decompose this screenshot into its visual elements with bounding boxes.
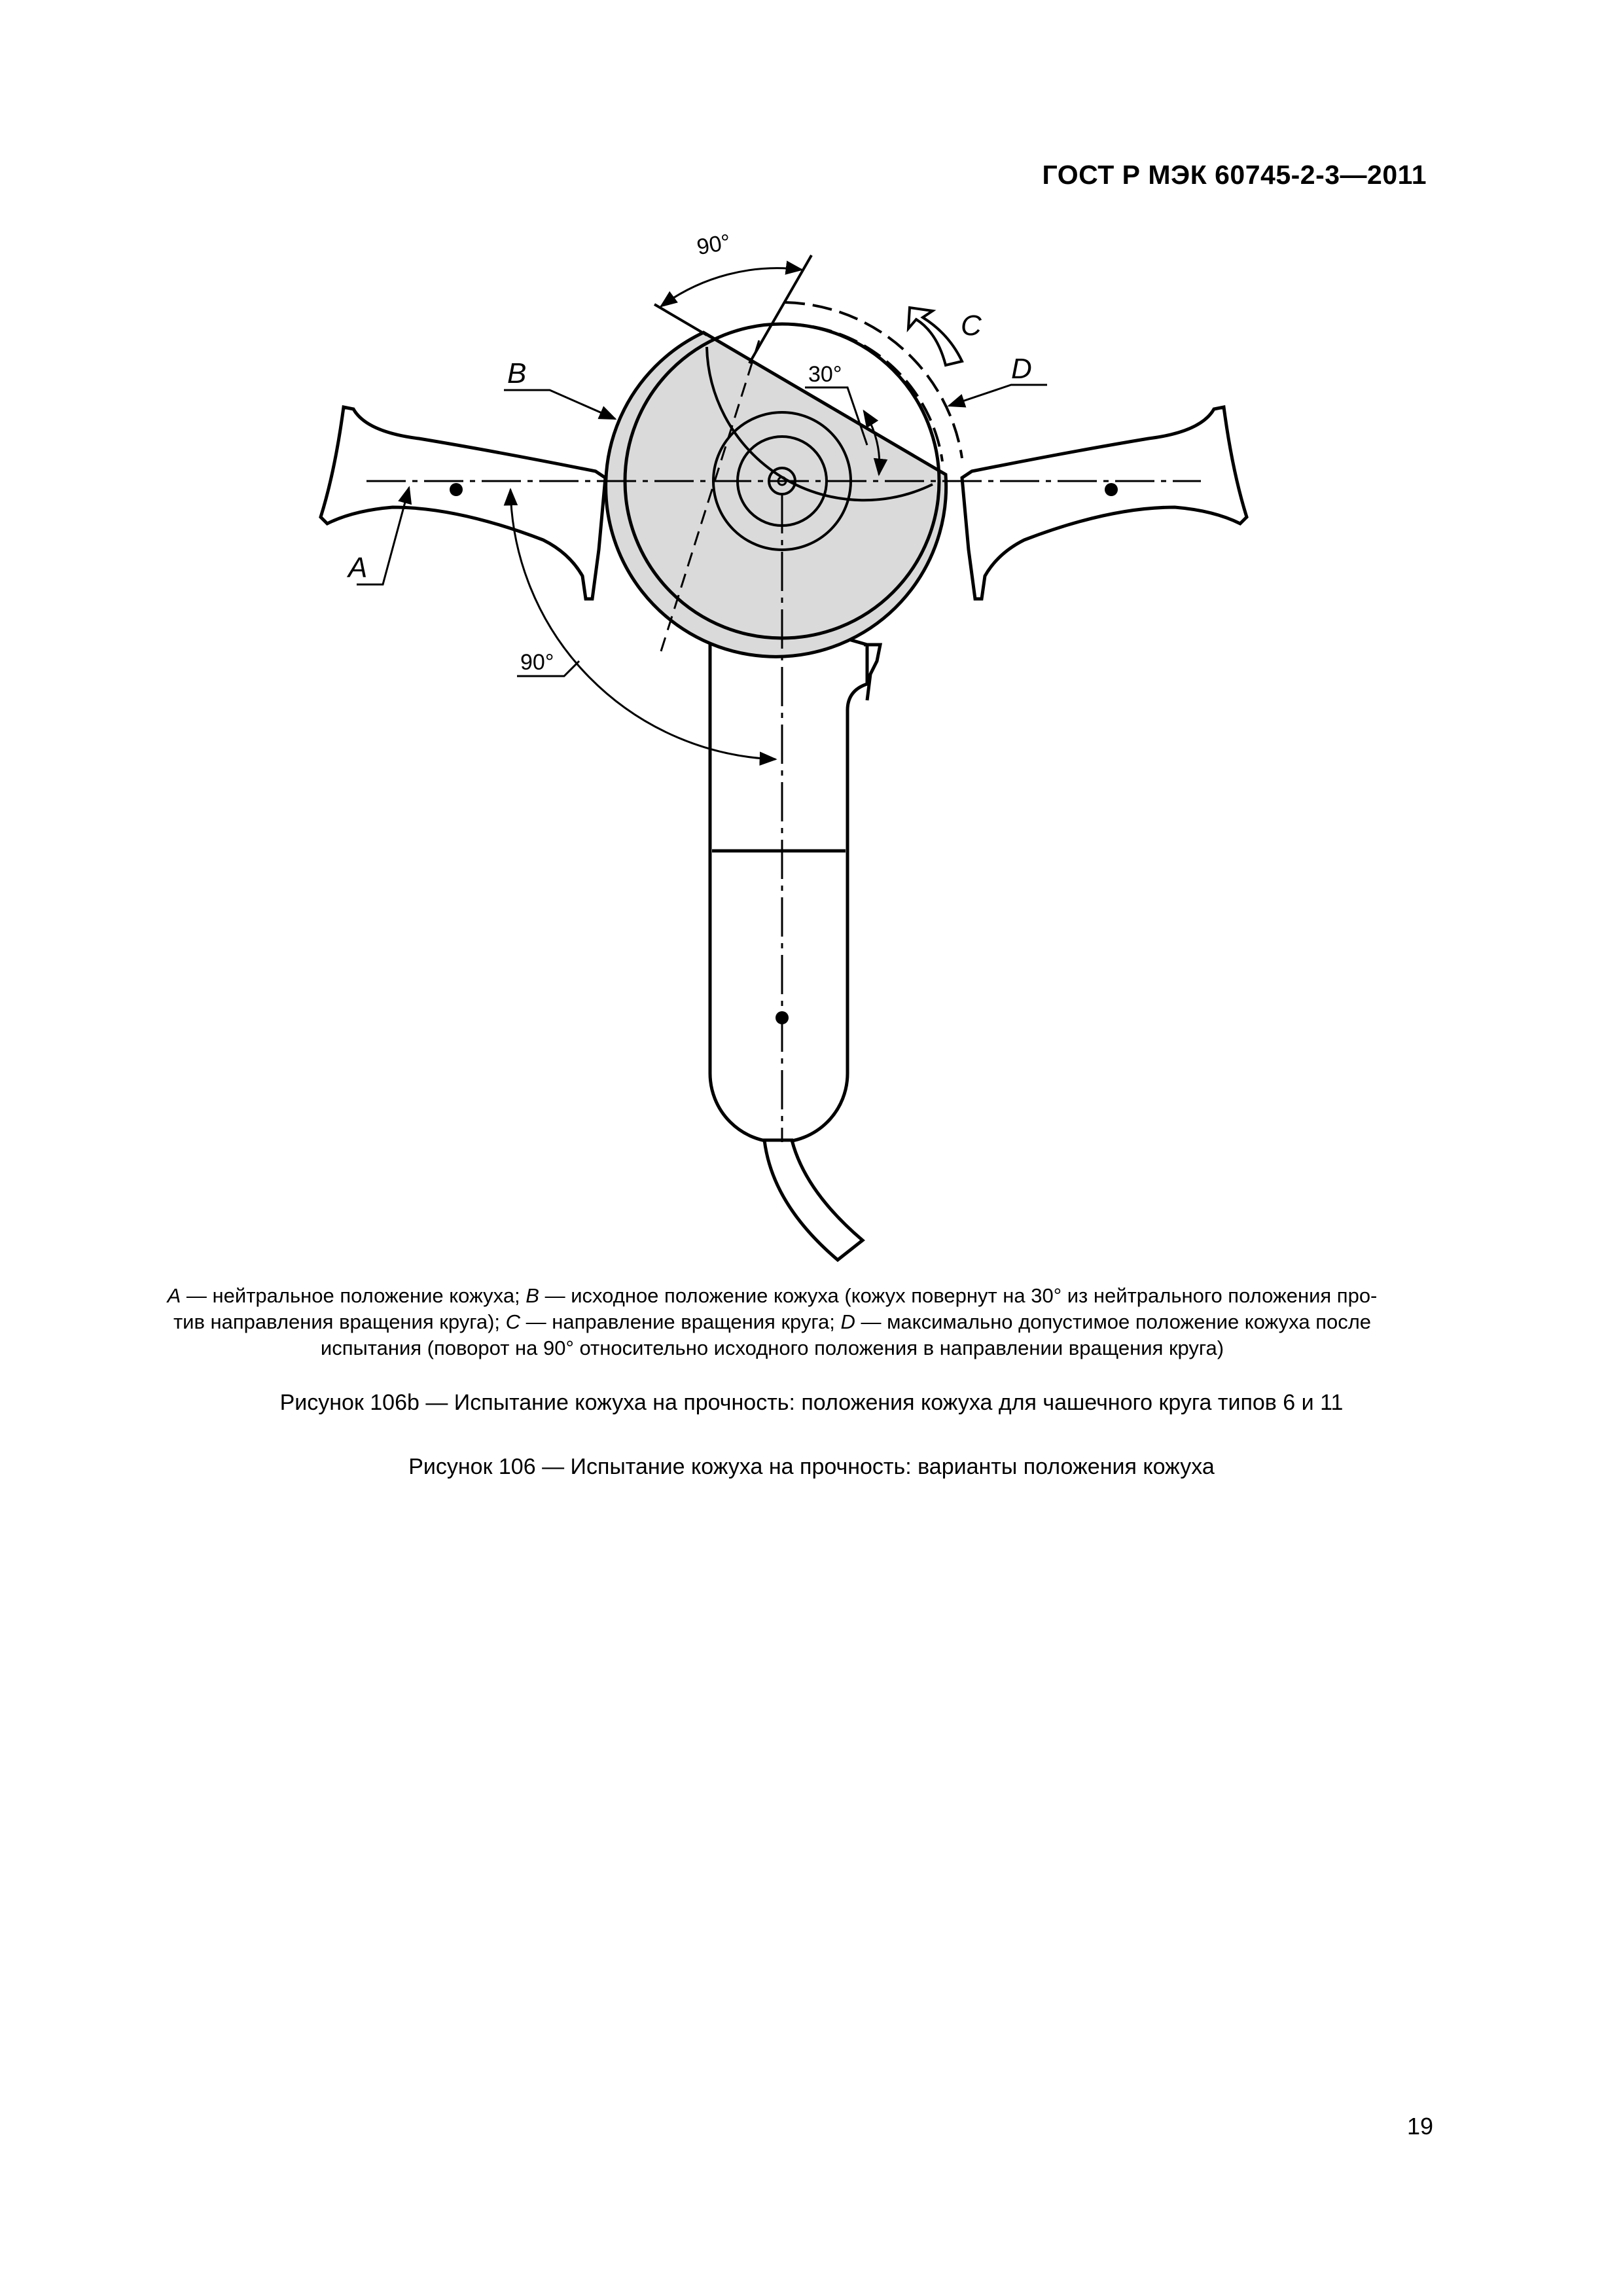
wheel-guard [606, 332, 946, 656]
leader-b [504, 390, 615, 419]
subfigure-caption: Рисунок 106b — Испытание кожуха на прочность: положения кожуха для чашечного круга типов 6 и 11 [279, 1390, 1344, 1415]
legend-text: — исходное положение кожуха (кожух повернут на 30° из нейтрального положения про- [539, 1284, 1378, 1307]
figure-legend [118, 1283, 1427, 1361]
top-90-arc [661, 268, 802, 306]
legend-line-1 [118, 1283, 1427, 1309]
right-side-handle [962, 407, 1247, 599]
label-angle-bottom: 90° [520, 650, 554, 675]
rotation-arrow-c [908, 308, 962, 365]
page-number: 19 [1406, 2113, 1433, 2140]
label-a: A [348, 552, 368, 584]
legend-text: тив направления вращения круга); [173, 1310, 506, 1333]
legend-term-d: D [840, 1310, 855, 1333]
right-handle-dot [1105, 483, 1118, 496]
legend-term-a: A [167, 1284, 181, 1307]
legend-text: — направление вращения круга; [520, 1310, 841, 1333]
label-b: B [507, 357, 527, 389]
legend-line-2 [118, 1309, 1427, 1335]
label-c: C [961, 310, 982, 342]
leader-d [949, 385, 1047, 406]
top-angle-line-2 [749, 255, 812, 363]
left-handle-dot [450, 483, 463, 496]
label-angle-top: 90° [694, 229, 733, 260]
legend-line-3 [118, 1335, 1427, 1361]
legend-term-c: C [505, 1310, 521, 1333]
label-angle-30: 30° [808, 362, 842, 387]
main-handle-dot [776, 1011, 789, 1024]
main-handle [710, 632, 867, 1142]
legend-text: — максимально допустимое положение кожуха после [855, 1310, 1372, 1333]
label-d: D [1011, 353, 1032, 385]
top-angle-line-1 [654, 304, 707, 335]
power-cord [764, 1140, 863, 1260]
legend-text: — нейтральное положение кожуха; [181, 1284, 526, 1307]
figure-caption: Рисунок 106 — Испытание кожуха на прочность: варианты положения кожуха [408, 1454, 1215, 1479]
legend-text: испытания (поворот на 90° относительно исходного положения в направлении вращения круга) [320, 1336, 1224, 1359]
page-header: ГОСТ Р МЭК 60745-2-3—2011 [1042, 160, 1427, 190]
legend-term-b: B [526, 1284, 539, 1307]
